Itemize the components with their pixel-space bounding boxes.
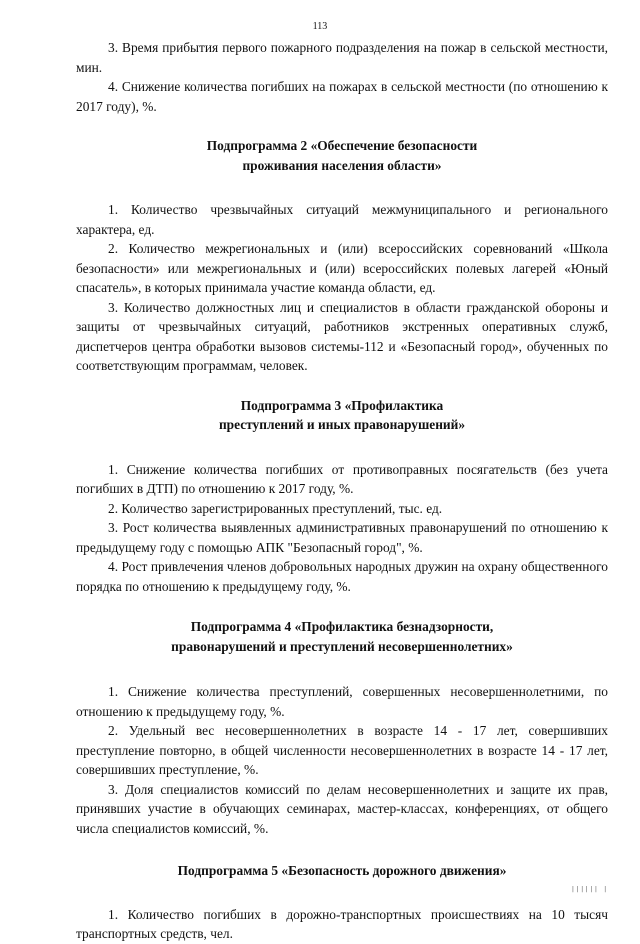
scan-mark: |||||| | bbox=[571, 886, 608, 893]
section-heading-line: правонарушений и преступлений несовершеннолетних» bbox=[171, 638, 513, 654]
list-item: 4. Рост привлечения членов добровольных народных дружин на охрану общественного порядка по отношению к предыдущему году, %. bbox=[76, 559, 608, 594]
list-item: 2. Количество межрегиональных и (или) всероссийских соревнований «Школа безопасности» или межрегиональных и (или) всероссийских полевых лагерей «Юный спасатель», в которых принимала участие команда области, ед. bbox=[76, 241, 608, 295]
list-item: 2. Количество зарегистрированных преступлений, тыс. ед. bbox=[108, 500, 443, 516]
section-heading-line: преступлений и иных правонарушений» bbox=[218, 417, 466, 432]
document-body bbox=[76, 38, 608, 944]
list-item: 1. Снижение количества преступлений, совершенных несовершеннолетними, по отношению к предыдущему году, %. bbox=[76, 684, 608, 719]
section-heading-subprogram-2 bbox=[76, 136, 608, 175]
section-heading-subprogram-5 bbox=[76, 861, 608, 881]
list-item: 1. Снижение количества погибших от противоправных посягательств (без учета погибших в ДТП) по отношению к 2017 году, %. bbox=[76, 461, 608, 496]
list-item: 3. Количество должностных лиц и специалистов в области гражданской обороны и защиты от чрезвычайных ситуаций, работников экстренных оперативных служб, диспетчеров центра обработки вызовов системы-112 и «Безопасный город», обученных по соответствующим программам, человек. bbox=[76, 299, 608, 373]
list-item: 1. Количество погибших в дорожно-транспортных происшествиях на 10 тысяч транспортных средств, чел. bbox=[76, 906, 608, 941]
list-item: 2. Удельный вес несовершеннолетних в возрасте 14 - 17 лет, совершивших преступление повторно, в общей численности несовершеннолетних в возрасте 14 - 17 лет, совершивших преступление, %. bbox=[76, 723, 608, 777]
section-heading-line: Подпрограмма 2 «Обеспечение безопасности bbox=[206, 138, 478, 153]
page-number: 113 bbox=[312, 21, 328, 32]
list-item: 3. Доля специалистов комиссий по делам несовершеннолетних и защите их прав, принявших участие в обучающих семинарах, мастер-классах, конференциях, от общего числа специалистов комиссий, %. bbox=[76, 781, 608, 836]
list-item: 1. Количество чрезвычайных ситуаций межмуниципального и регионального характера, ед. bbox=[76, 202, 608, 237]
intro-item-3: 3. Время прибытия первого пожарного подразделения на пожар в сельской местности, мин. bbox=[76, 40, 608, 75]
list-item: 3. Рост количества выявленных административных правонарушений по отношению к предыдущему году с помощью АПК "Безопасный город", %. bbox=[76, 520, 608, 555]
section-heading-subprogram-3 bbox=[76, 396, 608, 435]
intro-item-4: 4. Снижение количества погибших на пожарах в сельской местности (по отношению к 2017 году), %. bbox=[76, 79, 608, 114]
section-heading-line: проживания населения области» bbox=[242, 157, 442, 173]
section-heading-line: Подпрограмма 4 «Профилактика безнадзорности, bbox=[190, 619, 494, 634]
section-heading-line: Подпрограмма 5 «Безопасность дорожного движения» bbox=[177, 863, 507, 878]
section-heading-line: Подпрограмма 3 «Профилактика bbox=[240, 397, 444, 413]
section-heading-subprogram-4 bbox=[76, 617, 608, 656]
